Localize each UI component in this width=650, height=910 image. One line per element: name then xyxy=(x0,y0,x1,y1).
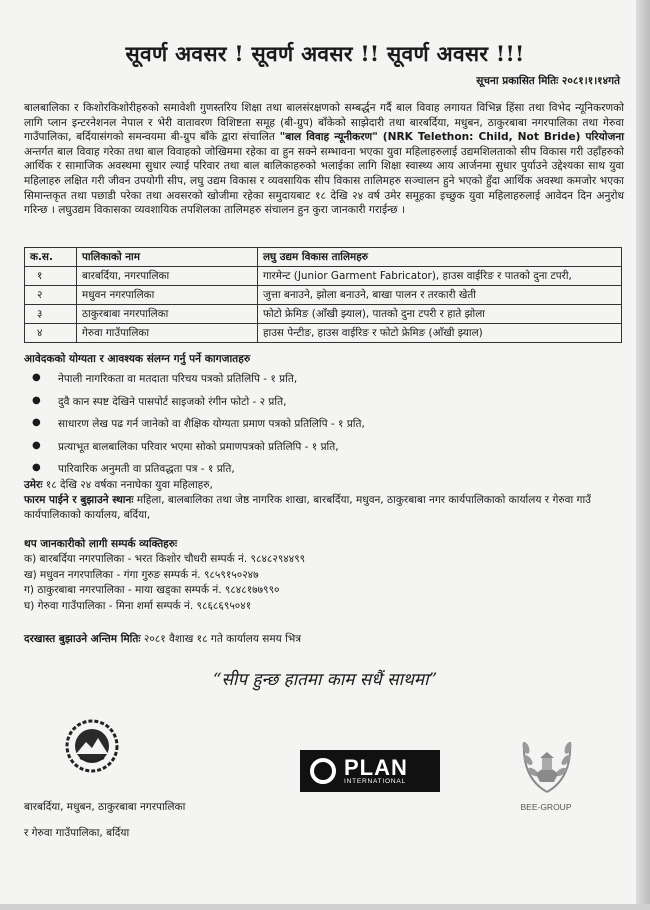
row-sn: ४ xyxy=(25,324,77,343)
table-row xyxy=(25,267,622,286)
page-edge-shadow xyxy=(636,0,650,910)
row-trainings: फोटो फ्रेमिङ (आँखी झ्याल), पातको दुना टपरी र हाते झोला xyxy=(258,305,622,324)
bullet-icon: ● xyxy=(32,462,41,473)
intro-part-2: अन्तर्गत बाल विवाह गरेका तथा बाल विवाहको जोखिममा रहेका वा हुन सक्ने सम्भावना भएका युवा महिलाहरुलाई उद्यमशिलताको सीप विकास गरी उहाँहरुको आर्थिक र सामाजिक अवस्थमा सुधार ल्याई परिवार तथा बाल बालिकाहरुको भलाईका लागि शिक्षा स्वास्थ्य आय आर्जनमा सुधार पुर्याउने उद्देश्यका साथ युवा महिलाहरु लक्षित गरी जीवन उपयोगी सीप, लघु उद्यम विकास र व्यवसायिक सीप विकास तालिमहरु सञ्चालन हुने भएको हुँदा आर्थिक अवस्था कमजोर भएका सिमान्तकृत तथा पछाडी परेका तथा अवसरको खोजीमा रहेका समुदायबाट १८ देखि २४ वर्ष उमेर समूहका इच्छुक युवा महिलाहरुलाई आवेदन दिन अनुरोध गरिन्छ । लघुउद्यम विकासका व्यवशायिक तपशिलका तालिमहरु संचालन हुन कुरा जानकारी गराईन्छ । xyxy=(24,145,624,217)
headline: सूवर्ण अवसर ! सूवर्ण अवसर !! सूवर्ण अवसर !!! xyxy=(125,41,525,66)
training-table xyxy=(24,247,622,343)
requirement-text: पारिवारिक अनुमती वा प्रतिवद्धता पत्र - १ प्रति, xyxy=(58,463,235,475)
table-header-row xyxy=(25,248,622,267)
publication-date xyxy=(476,74,620,88)
requirements-list xyxy=(24,372,624,485)
contacts-list xyxy=(24,552,305,614)
age-label: उमेरः xyxy=(24,479,43,491)
row-sn: १ xyxy=(25,267,77,286)
plan-international-logo xyxy=(300,750,440,792)
list-item xyxy=(24,417,624,440)
row-municipality: ठाकुरबाबा नगरपालिका xyxy=(77,305,258,324)
table-row xyxy=(25,324,622,343)
eligibility-info xyxy=(24,478,624,523)
list-item xyxy=(24,372,624,395)
row-trainings: जुत्ता बनाउने, झोला बनाउने, बाखा पालन र तरकारी खेती xyxy=(258,286,622,305)
bullet-icon: ● xyxy=(32,439,41,451)
table-row xyxy=(25,286,622,305)
row-municipality: बारबर्दिया, नगरपालिका xyxy=(77,267,258,286)
age-text: १८ देखि २४ वर्षका ननाघेका युवा महिलाहरु, xyxy=(45,479,213,491)
intro-part-1: बालबालिका र किशोरकिशोरीहरुको समावेशी गुणस्तरिय शिक्षा तथा बालसंरक्षणको सम्बर्द्धन गर्दै बाल विवाह लगायत विभिन्न हिंसा तथा विभेद न्यूनिकरणको लागि प्लान इन्टरनेशनल नेपाल र भेरी वातावरण विशिष्टता समूह (बी-ग्रुप) बाँकेको साझेदारी तथा बारबर्दिया, मधुबन, ठाकुरबाबा नगरपालिका तथा गेरुवा गाउँपालिका, बर्दियासंगको समन्वयमा बी-ग्रुप बाँके द्वारा संचालित xyxy=(24,102,624,144)
deadline-text: २०८१ वैशाख १८ गते कार्यालय समय भित्र xyxy=(143,633,301,645)
requirement-text: नेपाली नागरिकता वा मतदाता परिचय पत्रको प्रतिलिपि - १ प्रति, xyxy=(58,373,298,385)
row-municipality: मधुवन नगरपालिका xyxy=(77,286,258,305)
intro-paragraph xyxy=(24,101,624,218)
row-trainings: हाउस पेन्टीङ, हाउस वाईरिङ र फोटो फ्रेमिङ (आँखी झ्याल) xyxy=(258,324,622,343)
requirement-text: साधारण लेख पढ गर्न जानेको वा शैक्षिक योग्यता प्रमाण पत्रको प्रतिलिपि - १ प्रति, xyxy=(58,418,365,430)
row-municipality: गेरुवा गाउँपालिका xyxy=(77,324,258,343)
contacts-heading: थप जानकारीको लागी सम्पर्क व्यक्तिहरुः xyxy=(24,538,178,550)
deadline-label: दरखास्त बुझाउने अन्तिम मितिः xyxy=(24,633,141,645)
row-trainings: गारमेन्ट (Junior Garment Fabricator), हाउस वाईरिङ र पातको दुना टपरी, xyxy=(258,267,622,286)
table-row xyxy=(25,305,622,324)
row-sn: ३ xyxy=(25,305,77,324)
footer-line-1: बारबर्दिया, मधुबन, ठाकुरबाबा नगरपालिका xyxy=(24,801,186,813)
requirement-text: दुवै कान स्पष्ट देखिने पासपोर्ट साइजको रंगीन फोटो - २ प्रति, xyxy=(58,395,287,408)
plan-brand-text: PLAN xyxy=(344,754,408,780)
contact-item: क) बारबर्दिया नगरपालिका - भरत किशोर चौधरी सम्पर्क नं. ९८४८२९४४९९ xyxy=(24,553,306,565)
footer-issuer xyxy=(24,794,185,846)
col-header-sn: क.स. xyxy=(25,248,77,267)
bullet-icon: ● xyxy=(32,417,41,428)
plan-ring-icon xyxy=(310,758,336,784)
bee-group-logo-icon xyxy=(514,722,580,800)
page-bottom-edge xyxy=(0,904,650,910)
col-header-municipality: पालिकाको नाम xyxy=(77,248,258,267)
publication-date-label: सूचना प्रकासित मितिः xyxy=(476,75,559,87)
nepal-government-emblem-icon xyxy=(64,718,120,774)
form-location-label: फारम पाईने र बुझाउने स्थानः xyxy=(24,494,134,506)
age-line xyxy=(24,478,624,493)
requirement-text: प्रत्याभूत बालबालिका परिवार भएमा सोको प्रमाणपत्रको प्रतिलिपि - १ प्रति, xyxy=(58,440,339,453)
row-sn: २ xyxy=(25,286,77,305)
col-header-trainings: लघु उद्यम विकास तालिमहरु xyxy=(258,248,622,267)
list-item xyxy=(24,440,624,463)
plan-sub-text: INTERNATIONAL xyxy=(344,777,406,785)
bullet-icon: ● xyxy=(32,394,41,406)
deadline-line xyxy=(24,632,301,646)
project-name: "बाल विवाह न्यूनीकरण" (NRK Telethon: Child, Not Bride) परियोजना xyxy=(279,131,624,144)
requirements-heading: आवेदकको योग्यता र आवश्यक संलग्न गर्नु पर्ने कागजातहरु xyxy=(24,353,251,365)
bee-group-label: BEE-GROUP xyxy=(520,802,572,812)
contact-item: घ) गेरुवा गाउँपालिका - मिना शर्मा सम्पर्क नं. ९८६८६९५०४१ xyxy=(24,599,252,612)
bullet-icon: ● xyxy=(32,372,41,383)
footer-line-2: र गेरुवा गाउँपालिका, बर्दिया xyxy=(24,827,130,839)
list-item xyxy=(24,395,624,418)
contact-item: ख) मधुवन नगरपालिका - गंगा गुरुङ सम्पर्क नं. ९८५९१५०२४७ xyxy=(24,568,259,581)
form-location-text: महिला, बालबालिका तथा जेष्ठ नागरिक शाखा, बारबर्दिया, मधुवन, ठाकुरबाबा नगर कार्यपालिकाको कार्यालय र गेरुवा गाउँ कार्यपालिकाको कार्यालय, बर्दिया, xyxy=(24,494,591,521)
slogan: “सीप हुन्छ हातमा काम सधैं साथमा” xyxy=(212,670,438,690)
publication-date-value: २०८१।१।१४गते xyxy=(561,75,620,87)
form-location-line xyxy=(24,493,624,523)
contact-item: ग) ठाकुरबाबा नगरपालिका - माया खड्का सम्पर्क नं. ९८४८१७७९९० xyxy=(24,584,280,596)
